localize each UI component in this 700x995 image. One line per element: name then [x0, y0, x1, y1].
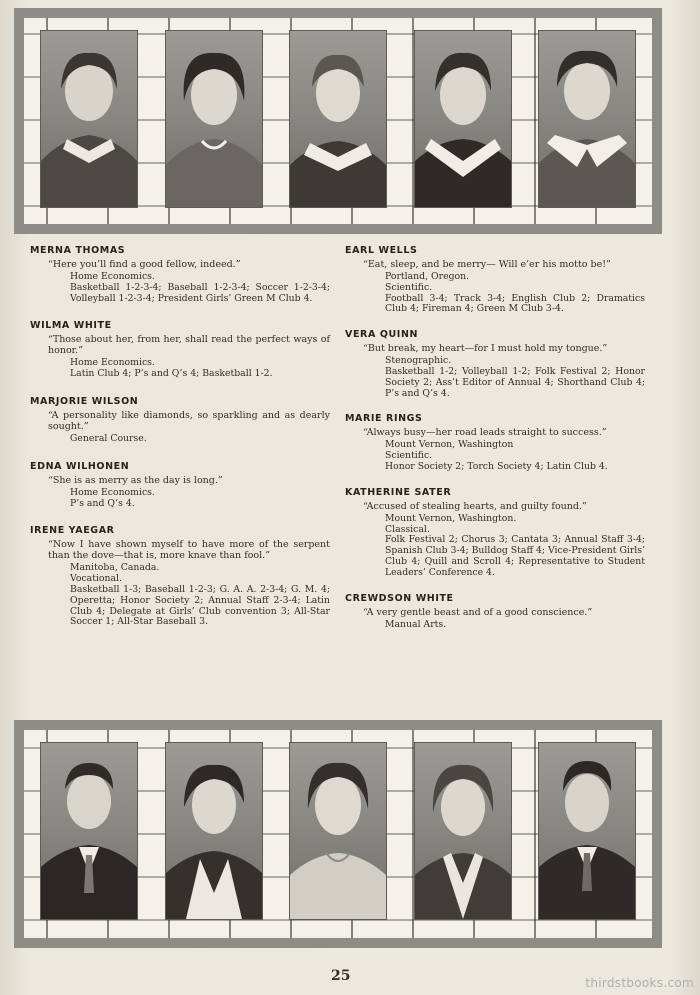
- right-column: [345, 245, 645, 640]
- student-entry: [30, 461, 330, 510]
- student-course: Home Economics.: [70, 357, 155, 369]
- student-quote: “But break, my heart—for I must hold my tongue.”: [363, 343, 608, 355]
- student-hometown: Manitoba, Canada.: [70, 562, 160, 574]
- student-name: VERA QUINN: [345, 329, 419, 341]
- student-entry: [345, 329, 645, 399]
- student-name: MARIE RINGS: [345, 413, 423, 425]
- student-activities: P’s and Q’s 4.: [70, 497, 135, 509]
- student-activities: Basketball 1-2-3-4; Baseball 1-2-3-4; Soccer 1-2-3-4; Volleyball 1-2-3-4; President Girls’ Green M Club 4.: [70, 281, 330, 304]
- student-entry: [30, 320, 330, 380]
- student-activities: Basketball 1-2; Volleyball 1-2; Folk Festival 2; Honor Society 2; Ass’t Editor of Annual 4; Shorthand Club 4; P’s and Q’s 4.: [385, 365, 645, 399]
- student-entry: [30, 396, 330, 445]
- student-activities: Basketball 1-3; Baseball 1-2-3; G. A. A. 2-3-4; G. M. 4; Operetta; Honor Society 2; Annual Staff 2-3-4; Latin Club 4; Delegate at Girls’ Club convention 3; All-Star Soccer 1; All-Star Baseball 3.: [70, 583, 330, 628]
- student-hometown: Mount Vernon, Washington: [385, 439, 514, 451]
- student-entry: [345, 413, 645, 472]
- student-entry: [345, 487, 645, 579]
- student-quote: “A very gentle beast and of a good conscience.”: [363, 606, 593, 618]
- student-name: EARL WELLS: [345, 245, 418, 256]
- student-name: KATHERINE SATER: [345, 486, 452, 498]
- student-quote: “Here you’ll find a good fellow, indeed.”: [48, 259, 241, 270]
- student-name: WILMA WHITE: [30, 320, 112, 332]
- student-quote: “Always busy—her road leads straight to success.”: [363, 427, 607, 439]
- portrait-photo: [165, 742, 263, 920]
- student-course: Stenographic.: [385, 355, 452, 367]
- student-entry: [345, 593, 645, 631]
- student-name: EDNA WILHONEN: [30, 460, 130, 472]
- student-name: MERNA THOMAS: [30, 245, 126, 256]
- student-course: Vocational.: [70, 573, 122, 585]
- student-activities: Honor Society 2; Torch Society 4; Latin Club 4.: [385, 460, 608, 472]
- student-quote: “Accused of stealing hearts, and guilty found.”: [363, 500, 587, 512]
- student-course: Scientific.: [385, 450, 433, 462]
- student-hometown: Portland, Oregon.: [385, 271, 470, 282]
- page-number: 25: [331, 968, 351, 984]
- portrait-photo: [165, 30, 263, 208]
- student-hometown: Mount Vernon, Washington.: [385, 512, 517, 524]
- bottom-photo-band: [14, 720, 662, 948]
- student-quote: “A personality like diamonds, so sparkling and as dearly sought.”: [48, 409, 330, 432]
- portrait-photo: [414, 742, 512, 920]
- student-course: Home Economics.: [70, 271, 155, 282]
- student-course: Home Economics.: [70, 486, 155, 498]
- portrait-photo: [40, 742, 138, 920]
- portrait-photo: [289, 742, 387, 920]
- student-course: General Course.: [70, 432, 147, 444]
- student-course: Scientific.: [385, 281, 433, 293]
- student-name: CREWDSON WHITE: [345, 592, 454, 604]
- student-entry: [30, 245, 330, 304]
- student-activities: Folk Festival 2; Chorus 3; Cantata 3; Annual Staff 3-4; Spanish Club 3-4; Bulldog Staff 4; Vice-President Girls’ Club 4; Quill and Scroll 4; Representative to Student Leaders’ Conference 4.: [385, 534, 646, 578]
- watermark-text: thirdstbooks.com: [585, 976, 694, 990]
- student-course: Classical.: [385, 523, 430, 535]
- student-activities: Football 3-4; Track 3-4; English Club 2; Dramatics Club 4; Fireman 4; Green M Club 3-4.: [385, 292, 645, 315]
- left-column: [30, 245, 330, 638]
- student-quote: “Eat, sleep, and be merry— Will e’er his motto be!”: [363, 259, 611, 270]
- student-entry: [30, 525, 330, 628]
- portrait-photo: [289, 30, 387, 208]
- student-entry: [345, 245, 645, 315]
- student-name: MARJORIE WILSON: [30, 395, 139, 407]
- student-quote: “She is as merry as the day is long.”: [48, 474, 223, 486]
- top-photo-band: [14, 8, 662, 234]
- student-activities: Latin Club 4; P’s and Q’s 4; Basketball 1-2.: [70, 368, 273, 380]
- biography-columns: [30, 245, 655, 705]
- portrait-photo: [40, 30, 138, 208]
- student-name: IRENE YAEGAR: [30, 525, 115, 537]
- portrait-photo: [538, 742, 636, 920]
- portrait-photo: [538, 30, 636, 208]
- student-quote: “Those about her, from her, shall read the perfect ways of honor.”: [48, 334, 330, 357]
- student-course: Manual Arts.: [385, 618, 447, 630]
- portrait-photo: [414, 30, 512, 208]
- student-quote: “Now I have shown myself to have more of the serpent than the dove—that is, more knave than fool.”: [48, 539, 330, 562]
